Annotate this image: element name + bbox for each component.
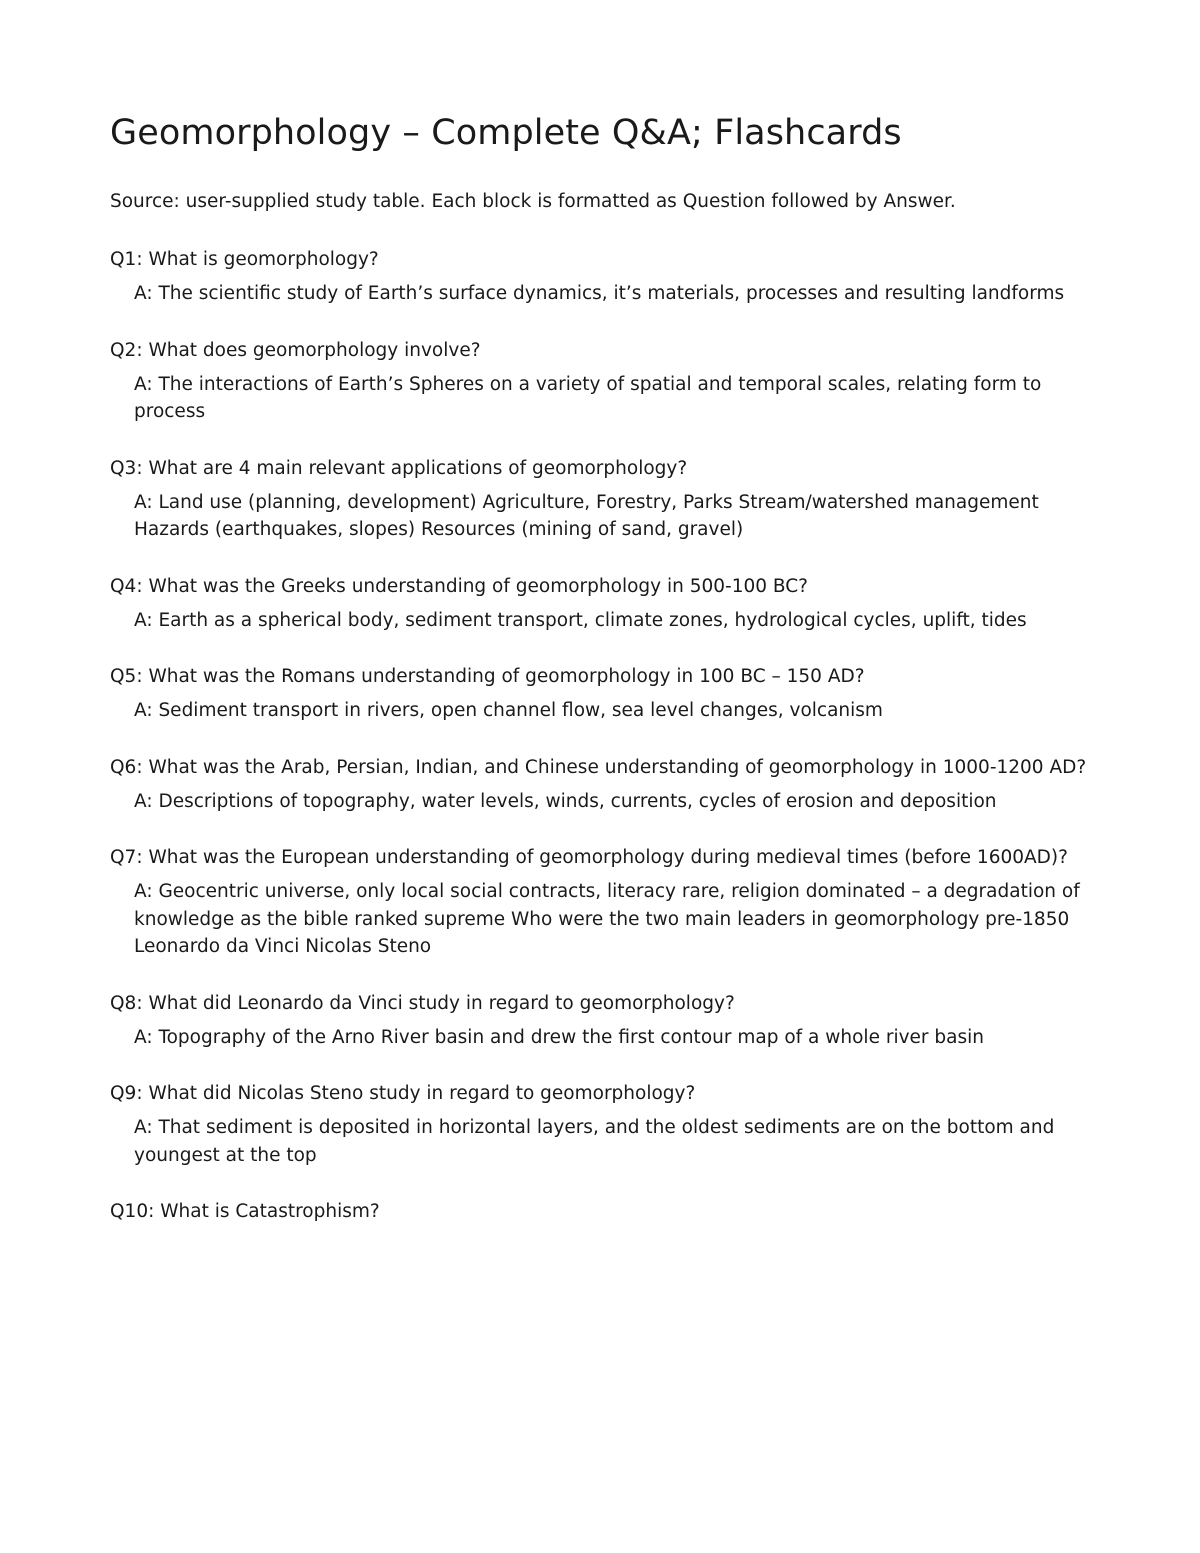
question-text: Q9: What did Nicolas Steno study in regard to geomorphology? [110, 1083, 696, 1104]
qa-card-8 [110, 990, 1100, 1052]
answer-text: A: Descriptions of topography, water levels, winds, currents, cycles of erosion and deposition [134, 790, 997, 812]
answer-text: A: The interactions of Earth’s Spheres on a variety of spatial and temporal scales, relating form to process [134, 373, 1042, 422]
qa-card-5 [110, 663, 1100, 725]
source-note: Source: user-supplied study table. Each block is formatted as Question followed by Answer. [110, 191, 956, 212]
qa-card-7 [110, 844, 1100, 961]
question-text: Q10: What is Catastrophism? [110, 1201, 380, 1222]
answer-text: A: Earth as a spherical body, sediment transport, climate zones, hydrological cycles, uplift, tides [134, 609, 1027, 631]
question-text: Q3: What are 4 main relevant applications of geomorphology? [110, 457, 688, 479]
question-text: Q4: What was the Greeks understanding of geomorphology in 500-100 BC? [110, 575, 809, 597]
qa-card-9 [110, 1080, 1100, 1169]
answer-text: A: The scientific study of Earth’s surface dynamics, it’s materials, processes and resulting landforms [134, 283, 1065, 304]
document-title: Geomorphology – Complete Q&A; Flashcards [110, 113, 902, 153]
qa-card-10 [110, 1198, 1100, 1225]
question-text: Q7: What was the European understanding of geomorphology during medieval times (before 1600AD)? [110, 847, 1068, 868]
question-text: Q8: What did Leonardo da Vinci study in regard to geomorphology? [110, 992, 735, 1014]
answer-text: A: Geocentric universe, only local social contracts, literacy rare, religion dominated – a degradation of knowledge as the bible ranked supreme Who were the two main leaders in geomorphology pre-1850 Leonardo da Vinci Nicolas Steno [134, 881, 1080, 957]
answer-text: A: Topography of the Arno River basin and drew the first contour map of a whole river basin [134, 1026, 984, 1048]
answer-text: A: Sediment transport in rivers, open channel flow, sea level changes, volcanism [134, 700, 883, 721]
qa-card-3 [110, 455, 1100, 544]
qa-card-6 [110, 754, 1100, 816]
question-text: Q5: What was the Romans understanding of geomorphology in 100 BC – 150 AD? [110, 666, 865, 687]
document-page [110, 112, 1100, 1254]
question-text: Q2: What does geomorphology involve? [110, 339, 481, 361]
qa-card-4 [110, 573, 1100, 635]
qa-card-2 [110, 337, 1100, 426]
answer-text: A: Land use (planning, development) Agriculture, Forestry, Parks Stream/watershed management Hazards (earthquakes, slopes) Resources (mining of sand, gravel) [134, 491, 1039, 540]
question-text: Q1: What is geomorphology? [110, 249, 379, 270]
question-text: Q6: What was the Arab, Persian, Indian, and Chinese understanding of geomorphology in 1000-1200 AD? [110, 756, 1087, 778]
answer-text: A: That sediment is deposited in horizontal layers, and the oldest sediments are on the bottom and youngest at the top [134, 1117, 1055, 1166]
qa-card-1 [110, 246, 1100, 308]
